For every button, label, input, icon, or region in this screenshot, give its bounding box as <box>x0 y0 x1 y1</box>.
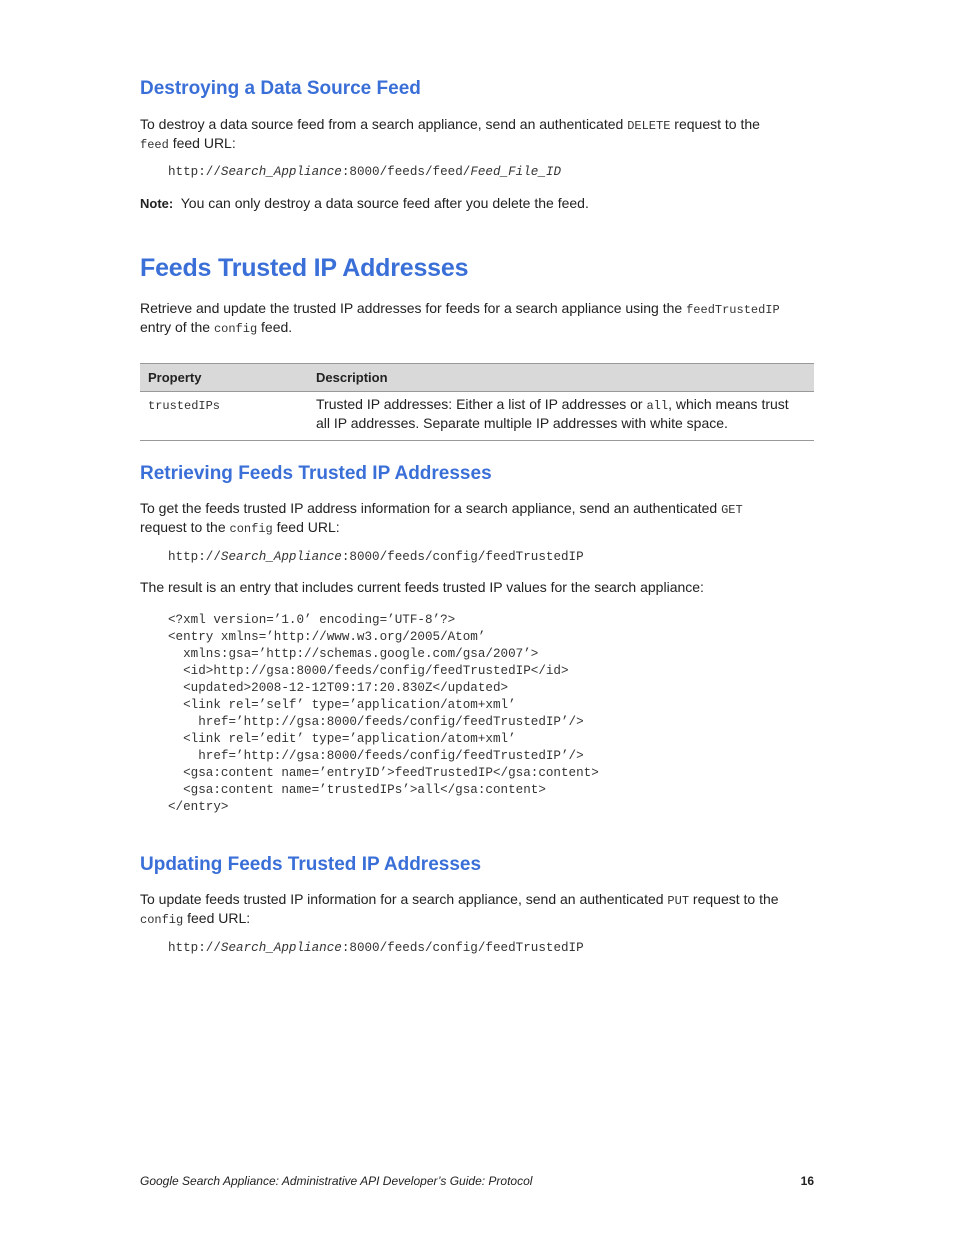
cell-property: trustedIPs <box>140 392 308 441</box>
heading-feeds-trusted-ip: Feeds Trusted IP Addresses <box>140 254 469 282</box>
para-retrieving <box>140 500 814 538</box>
url-destroy-feed <box>168 164 561 181</box>
text: , which means trust all IP addresses. Separate multiple IP addresses with white space. <box>316 396 789 431</box>
footer-title: Google Search Appliance: Administrative API Developer’s Guide: Protocol <box>140 1174 533 1188</box>
text: To update feeds trusted IP information for a search appliance, send an authenticated <box>140 891 668 907</box>
url-path: :8000/feeds/feed/ <box>341 165 471 179</box>
url-prefix: http:// <box>168 941 221 955</box>
note-text: You can only destroy a data source feed after you delete the feed. <box>180 195 589 211</box>
url-path: :8000/feeds/config/feedTrustedIP <box>341 550 584 564</box>
url-updating <box>168 940 584 957</box>
text: request to the <box>689 891 779 907</box>
header-description: Description <box>308 364 814 392</box>
property-table <box>140 363 814 441</box>
text: To get the feeds trusted IP address information for a search appliance, send an authenticated <box>140 500 722 516</box>
url-host: Search_Appliance <box>220 165 342 179</box>
para-result: The result is an entry that includes current feeds trusted IP values for the search appliance: <box>140 579 704 595</box>
code-feed: feed <box>140 138 169 152</box>
url-prefix: http:// <box>168 165 221 179</box>
code-feedtrustedip: feedTrustedIP <box>686 303 780 317</box>
code-all: all <box>646 399 669 413</box>
code-config: config <box>213 322 258 336</box>
code-put: PUT <box>667 894 690 908</box>
page-number: 16 <box>800 1174 814 1188</box>
header-property: Property <box>140 364 308 392</box>
xml-code-block: <?xml version=’1.0’ encoding=’UTF-8’?> <entry xmlns=’http://www.w3.org/2005/Atom’ xmlns:gsa=’http://schemas.google.com/gsa/2007’> <id>http://gsa:8000/feeds/config/feedTrustedIP</id> <updated>2008-12-12T09:17:20.830Z</updated> <link rel=’self’ type=’application/atom+xml’ href=’http://gsa:8000/feeds/config/feedTrustedIP’/> <link rel=’edit’ type=’application/atom+xml’ href=’http://gsa:8000/feeds/config/feedTrustedIP’/> <gsa:content name=’entryID’>feedTrustedIP</gsa:content> <gsa:content name=’trustedIPs’>all</gsa:content> </entry> <box>168 613 599 814</box>
code-config: config <box>229 522 273 536</box>
table-row <box>140 392 814 441</box>
url-path: :8000/feeds/config/feedTrustedIP <box>341 941 584 955</box>
para-trusted-ip <box>140 300 814 338</box>
cell-description <box>308 392 814 441</box>
text: feed URL: <box>272 519 340 535</box>
note <box>140 195 814 212</box>
text: request to the <box>140 519 230 535</box>
text: request to the <box>670 116 760 132</box>
para-destroy-feed <box>140 116 814 154</box>
text: Trusted IP addresses: Either a list of IP addresses or <box>316 396 647 412</box>
heading-retrieving: Retrieving Feeds Trusted IP Addresses <box>140 463 492 484</box>
para-updating <box>140 891 814 929</box>
code-config: config <box>140 913 184 927</box>
url-host: Search_Appliance <box>220 941 342 955</box>
code-delete: DELETE <box>627 119 671 133</box>
text: Retrieve and update the trusted IP addresses for feeds for a search appliance using the <box>140 300 687 316</box>
heading-destroy-feed: Destroying a Data Source Feed <box>140 78 421 99</box>
note-label: Note: <box>140 196 174 211</box>
url-feed-id: Feed_File_ID <box>470 165 562 179</box>
url-retrieving <box>168 549 584 566</box>
text: entry of the <box>140 319 214 335</box>
heading-updating: Updating Feeds Trusted IP Addresses <box>140 854 482 875</box>
text: feed. <box>257 319 293 335</box>
url-host: Search_Appliance <box>220 550 342 564</box>
page-footer <box>140 1174 814 1188</box>
text: feed URL: <box>168 135 236 151</box>
table-header-row <box>140 364 814 392</box>
code-get: GET <box>721 503 743 517</box>
text: feed URL: <box>183 910 251 926</box>
text: To destroy a data source feed from a search appliance, send an authenticated <box>140 116 628 132</box>
url-prefix: http:// <box>168 550 221 564</box>
